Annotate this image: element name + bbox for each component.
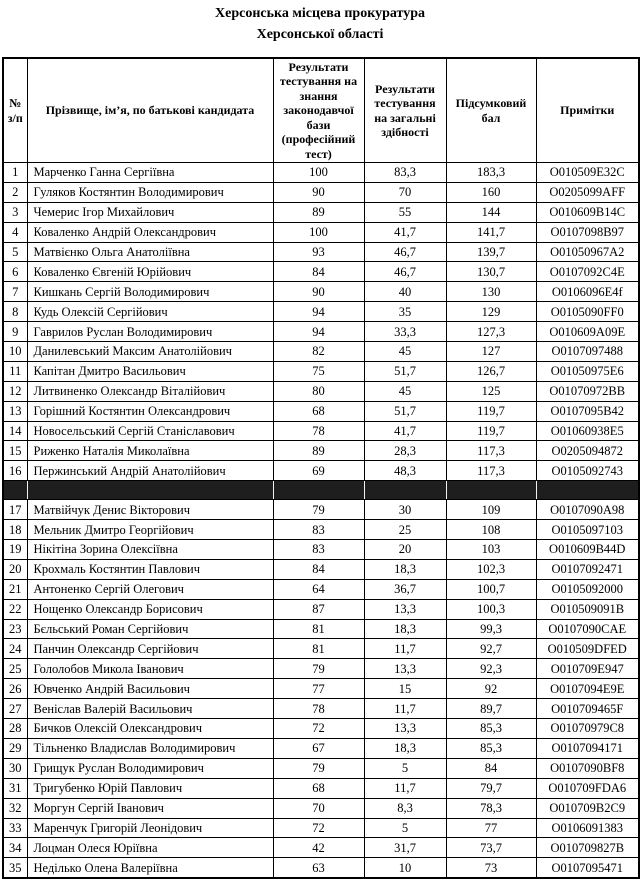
cell-total: 117,3 — [446, 441, 536, 461]
cell-total: 127,3 — [446, 322, 536, 342]
cell-gen: 30 — [364, 500, 446, 520]
cell-n: 12 — [3, 381, 27, 401]
cell-total: 100,3 — [446, 599, 536, 619]
cell-total: 100,7 — [446, 579, 536, 599]
cell-n: 10 — [3, 342, 27, 362]
cell-note: O0107090BF8 — [536, 758, 639, 778]
cell-n: 7 — [3, 282, 27, 302]
cell-name: Тільненко Владислав Володимирович — [27, 738, 273, 758]
cell-law: 81 — [273, 619, 364, 639]
cell-gen: 35 — [364, 302, 446, 322]
cell-total: 117,3 — [446, 461, 536, 481]
title-line-1: Херсонська місцева прокуратура — [215, 6, 425, 21]
cell-note: O0107094171 — [536, 738, 639, 758]
col-header-name: Прізвище, ім’я, по батькові кандидата — [27, 58, 273, 163]
cell-name: Панчин Олександр Сергійович — [27, 639, 273, 659]
cell-note: O0205094872 — [536, 441, 639, 461]
cell-gen: 5 — [364, 818, 446, 838]
cell-n: 33 — [3, 818, 27, 838]
table-row — [3, 639, 639, 659]
cell-note: O010709E947 — [536, 659, 639, 679]
cell-n: 29 — [3, 738, 27, 758]
cell-total: 85,3 — [446, 738, 536, 758]
cell-name: Нощенко Олександр Борисович — [27, 599, 273, 619]
cell-note: O0105097103 — [536, 520, 639, 540]
cell-law: 93 — [273, 242, 364, 262]
cell-note: O010709FDA6 — [536, 778, 639, 798]
cell-law: 84 — [273, 262, 364, 282]
cell-gen: 55 — [364, 202, 446, 222]
cell-total: 99,3 — [446, 619, 536, 639]
table-row — [3, 322, 639, 342]
cell-total: 89,7 — [446, 699, 536, 719]
cell-note: O01070972BB — [536, 381, 639, 401]
cell-note: O0107092471 — [536, 559, 639, 579]
cell-name: Грищук Руслан Володимирович — [27, 758, 273, 778]
cell-total: 92 — [446, 679, 536, 699]
table-row — [3, 222, 639, 242]
cell-name: Моргун Сергій Іванович — [27, 798, 273, 818]
cell-note: O01050975E6 — [536, 361, 639, 381]
cell-n: 23 — [3, 619, 27, 639]
table-row — [3, 619, 639, 639]
cell-total: 102,3 — [446, 559, 536, 579]
divider-cell — [273, 481, 364, 500]
cell-law: 90 — [273, 182, 364, 202]
divider-cell — [3, 481, 27, 500]
cell-total: 139,7 — [446, 242, 536, 262]
cell-law: 42 — [273, 838, 364, 858]
table-row — [3, 738, 639, 758]
cell-name: Антоненко Сергій Олегович — [27, 579, 273, 599]
cell-total: 109 — [446, 500, 536, 520]
cell-n: 19 — [3, 540, 27, 560]
cell-law: 84 — [273, 559, 364, 579]
table-row — [3, 838, 639, 858]
table-row — [3, 421, 639, 441]
cell-n: 34 — [3, 838, 27, 858]
cell-n: 14 — [3, 421, 27, 441]
cell-name: Кишкань Сергій Володимирович — [27, 282, 273, 302]
cell-total: 84 — [446, 758, 536, 778]
cell-name: Веніслав Валерій Васильович — [27, 699, 273, 719]
cell-total: 108 — [446, 520, 536, 540]
cell-gen: 51,7 — [364, 361, 446, 381]
cell-gen: 10 — [364, 858, 446, 878]
cell-total: 183,3 — [446, 163, 536, 183]
cell-n: 21 — [3, 579, 27, 599]
cell-name: Лоцман Олеся Юріївна — [27, 838, 273, 858]
table-row — [3, 461, 639, 481]
cell-law: 100 — [273, 222, 364, 242]
cell-total: 125 — [446, 381, 536, 401]
table-row — [3, 719, 639, 739]
cell-note: O01050967A2 — [536, 242, 639, 262]
divider-cell — [536, 481, 639, 500]
cell-name: Бичков Олексій Олександрович — [27, 719, 273, 739]
cell-law: 100 — [273, 163, 364, 183]
cell-total: 119,7 — [446, 401, 536, 421]
cell-name: Марченко Ганна Сергіївна — [27, 163, 273, 183]
cell-law: 72 — [273, 818, 364, 838]
cell-n: 27 — [3, 699, 27, 719]
cell-n: 4 — [3, 222, 27, 242]
cell-note: O0106096E4f — [536, 282, 639, 302]
cell-gen: 41,7 — [364, 222, 446, 242]
table-row — [3, 798, 639, 818]
cell-n: 22 — [3, 599, 27, 619]
cell-law: 75 — [273, 361, 364, 381]
divider-cell — [27, 481, 273, 500]
cell-n: 20 — [3, 559, 27, 579]
cell-law: 63 — [273, 858, 364, 878]
cell-law: 64 — [273, 579, 364, 599]
cell-total: 127 — [446, 342, 536, 362]
cell-law: 87 — [273, 599, 364, 619]
cell-total: 92,7 — [446, 639, 536, 659]
cell-gen: 20 — [364, 540, 446, 560]
cell-name: Пержинський Андрій Анатолійович — [27, 461, 273, 481]
cell-name: Литвиненко Олександр Віталійович — [27, 381, 273, 401]
cell-total: 144 — [446, 202, 536, 222]
cell-law: 79 — [273, 500, 364, 520]
cell-total: 79,7 — [446, 778, 536, 798]
table-row — [3, 500, 639, 520]
cell-note: O010609A09E — [536, 322, 639, 342]
table-row — [3, 758, 639, 778]
table-row — [3, 858, 639, 878]
cell-law: 79 — [273, 758, 364, 778]
cell-note: O0107094E9E — [536, 679, 639, 699]
cell-gen: 46,7 — [364, 242, 446, 262]
cell-note: O0205099AFF — [536, 182, 639, 202]
cell-gen: 46,7 — [364, 262, 446, 282]
cell-total: 77 — [446, 818, 536, 838]
cell-n: 30 — [3, 758, 27, 778]
cell-n: 25 — [3, 659, 27, 679]
cell-note: O0105092000 — [536, 579, 639, 599]
cell-note: O0107095471 — [536, 858, 639, 878]
table-row — [3, 342, 639, 362]
cell-total: 130 — [446, 282, 536, 302]
results-table-body — [3, 163, 639, 879]
cell-gen: 5 — [364, 758, 446, 778]
cell-gen: 11,7 — [364, 778, 446, 798]
cell-gen: 15 — [364, 679, 446, 699]
cell-n: 2 — [3, 182, 27, 202]
cell-total: 119,7 — [446, 421, 536, 441]
cell-note: O0106091383 — [536, 818, 639, 838]
cell-total: 129 — [446, 302, 536, 322]
table-row — [3, 699, 639, 719]
cell-law: 83 — [273, 540, 364, 560]
page-title — [0, 0, 640, 45]
cell-law: 69 — [273, 461, 364, 481]
cell-total: 130,7 — [446, 262, 536, 282]
cell-n: 8 — [3, 302, 27, 322]
cell-note: O01060938E5 — [536, 421, 639, 441]
cell-n: 28 — [3, 719, 27, 739]
cell-n: 17 — [3, 500, 27, 520]
table-row — [3, 679, 639, 699]
cell-name: Коваленко Євгеній Юрійович — [27, 262, 273, 282]
col-header-gen: Результати тестування на загальні здібності — [364, 58, 446, 163]
table-row — [3, 441, 639, 461]
cell-n: 13 — [3, 401, 27, 421]
table-row — [3, 302, 639, 322]
cell-note: O0107090A98 — [536, 500, 639, 520]
cell-note: O0107092C4E — [536, 262, 639, 282]
table-row — [3, 520, 639, 540]
cell-gen: 36,7 — [364, 579, 446, 599]
divider-row — [3, 481, 639, 500]
table-row — [3, 282, 639, 302]
table-row — [3, 242, 639, 262]
cell-law: 80 — [273, 381, 364, 401]
cell-law: 82 — [273, 342, 364, 362]
cell-gen: 51,7 — [364, 401, 446, 421]
cell-gen: 18,3 — [364, 559, 446, 579]
cell-gen: 70 — [364, 182, 446, 202]
table-row — [3, 401, 639, 421]
col-header-law: Результати тестування на знання законодавчої бази (професійний тест) — [273, 58, 364, 163]
cell-n: 3 — [3, 202, 27, 222]
cell-name: Капітан Дмитро Васильович — [27, 361, 273, 381]
results-table — [2, 57, 640, 879]
header-row — [3, 58, 639, 163]
table-row — [3, 778, 639, 798]
cell-note: O010509E32C — [536, 163, 639, 183]
cell-name: Кудь Олексій Сергійович — [27, 302, 273, 322]
table-row — [3, 381, 639, 401]
cell-note: O010709827B — [536, 838, 639, 858]
table-row — [3, 599, 639, 619]
cell-n: 18 — [3, 520, 27, 540]
cell-total: 73,7 — [446, 838, 536, 858]
cell-name: Чемерис Ігор Михайлович — [27, 202, 273, 222]
table-row — [3, 202, 639, 222]
cell-note: O01070979C8 — [536, 719, 639, 739]
cell-note: O010609B44D — [536, 540, 639, 560]
cell-law: 90 — [273, 282, 364, 302]
cell-note: O0107097488 — [536, 342, 639, 362]
cell-law: 72 — [273, 719, 364, 739]
cell-gen: 83,3 — [364, 163, 446, 183]
cell-note: O010509DFED — [536, 639, 639, 659]
cell-gen: 45 — [364, 342, 446, 362]
cell-note: O0107090CAE — [536, 619, 639, 639]
cell-name: Ювченко Андрій Васильович — [27, 679, 273, 699]
cell-law: 81 — [273, 639, 364, 659]
results-table-header — [3, 58, 639, 163]
cell-gen: 28,3 — [364, 441, 446, 461]
cell-name: Крохмаль Костянтин Павлович — [27, 559, 273, 579]
cell-law: 67 — [273, 738, 364, 758]
cell-total: 78,3 — [446, 798, 536, 818]
cell-n: 35 — [3, 858, 27, 878]
table-row — [3, 818, 639, 838]
cell-name: Гололобов Микола Іванович — [27, 659, 273, 679]
table-row — [3, 361, 639, 381]
cell-law: 83 — [273, 520, 364, 540]
cell-total: 126,7 — [446, 361, 536, 381]
cell-gen: 40 — [364, 282, 446, 302]
cell-law: 68 — [273, 778, 364, 798]
cell-gen: 41,7 — [364, 421, 446, 441]
cell-name: Коваленко Андрій Олександрович — [27, 222, 273, 242]
cell-law: 68 — [273, 401, 364, 421]
cell-note: O0107098B97 — [536, 222, 639, 242]
col-header-num: № з/п — [3, 58, 27, 163]
cell-name: Горішний Костянтин Олександрович — [27, 401, 273, 421]
cell-gen: 13,3 — [364, 659, 446, 679]
cell-n: 6 — [3, 262, 27, 282]
col-header-note: Примітки — [536, 58, 639, 163]
cell-name: Бєльський Роман Сергійович — [27, 619, 273, 639]
cell-gen: 45 — [364, 381, 446, 401]
cell-law: 78 — [273, 421, 364, 441]
table-row — [3, 262, 639, 282]
cell-gen: 48,3 — [364, 461, 446, 481]
cell-note: O010709B2C9 — [536, 798, 639, 818]
cell-law: 70 — [273, 798, 364, 818]
cell-note: O0105092743 — [536, 461, 639, 481]
cell-note: O010709465F — [536, 699, 639, 719]
cell-name: Маренчук Григорій Леонідович — [27, 818, 273, 838]
cell-gen: 13,3 — [364, 599, 446, 619]
table-row — [3, 182, 639, 202]
cell-gen: 33,3 — [364, 322, 446, 342]
title-line-2: Херсонської області — [256, 27, 384, 42]
cell-total: 141,7 — [446, 222, 536, 242]
cell-gen: 31,7 — [364, 838, 446, 858]
cell-n: 15 — [3, 441, 27, 461]
cell-gen: 11,7 — [364, 699, 446, 719]
cell-total: 85,3 — [446, 719, 536, 739]
table-row — [3, 163, 639, 183]
divider-cell — [446, 481, 536, 500]
cell-name: Нікітіна Зорина Олексіївна — [27, 540, 273, 560]
col-header-total: Підсумковий бал — [446, 58, 536, 163]
cell-n: 5 — [3, 242, 27, 262]
cell-name: Матвійчук Денис Вікторович — [27, 500, 273, 520]
cell-law: 89 — [273, 202, 364, 222]
cell-law: 94 — [273, 302, 364, 322]
cell-n: 11 — [3, 361, 27, 381]
cell-total: 92,3 — [446, 659, 536, 679]
cell-n: 26 — [3, 679, 27, 699]
cell-note: O0107095B42 — [536, 401, 639, 421]
table-row — [3, 540, 639, 560]
cell-n: 32 — [3, 798, 27, 818]
cell-gen: 11,7 — [364, 639, 446, 659]
cell-note: O010609B14C — [536, 202, 639, 222]
cell-total: 103 — [446, 540, 536, 560]
cell-law: 79 — [273, 659, 364, 679]
divider-cell — [364, 481, 446, 500]
table-row — [3, 579, 639, 599]
cell-name: Гуляков Костянтин Володимирович — [27, 182, 273, 202]
cell-gen: 18,3 — [364, 738, 446, 758]
cell-name: Данилевський Максим Анатолійович — [27, 342, 273, 362]
cell-name: Матвієнко Ольга Анатоліївна — [27, 242, 273, 262]
cell-total: 73 — [446, 858, 536, 878]
cell-name: Тригубенко Юрій Павлович — [27, 778, 273, 798]
cell-name: Риженко Наталія Миколаївна — [27, 441, 273, 461]
cell-n: 24 — [3, 639, 27, 659]
cell-note: O0105090FF0 — [536, 302, 639, 322]
cell-law: 77 — [273, 679, 364, 699]
cell-name: Новосельський Сергій Станіславович — [27, 421, 273, 441]
cell-law: 94 — [273, 322, 364, 342]
cell-gen: 25 — [364, 520, 446, 540]
cell-gen: 13,3 — [364, 719, 446, 739]
cell-gen: 18,3 — [364, 619, 446, 639]
cell-name: Неділько Олена Валеріївна — [27, 858, 273, 878]
cell-law: 78 — [273, 699, 364, 719]
cell-gen: 8,3 — [364, 798, 446, 818]
cell-total: 160 — [446, 182, 536, 202]
cell-n: 1 — [3, 163, 27, 183]
cell-name: Гаврилов Руслан Володимирович — [27, 322, 273, 342]
table-row — [3, 659, 639, 679]
cell-n: 31 — [3, 778, 27, 798]
cell-name: Мельник Дмитро Георгійович — [27, 520, 273, 540]
table-row — [3, 559, 639, 579]
cell-note: O010509091B — [536, 599, 639, 619]
cell-n: 16 — [3, 461, 27, 481]
cell-law: 89 — [273, 441, 364, 461]
cell-n: 9 — [3, 322, 27, 342]
